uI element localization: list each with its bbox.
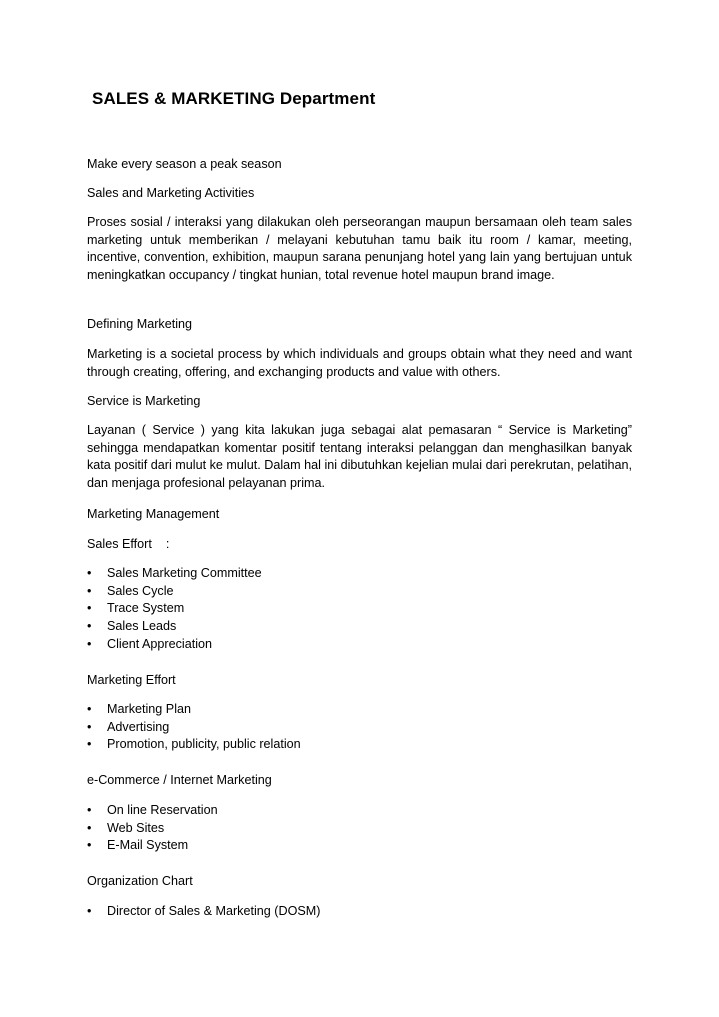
service-heading: Service is Marketing	[87, 394, 201, 408]
ecommerce-heading: e-Commerce / Internet Marketing	[87, 773, 272, 787]
list-item-text: Sales Marketing Committee	[107, 566, 262, 580]
list-item-text: Marketing Plan	[107, 702, 191, 716]
list-item	[87, 837, 218, 855]
list-item-text: E-Mail System	[107, 838, 189, 853]
list-item-text: Trace System	[107, 601, 185, 616]
bullet-icon: •	[87, 820, 92, 835]
bullet-icon: •	[87, 904, 92, 918]
service-paragraph: Layanan ( Service ) yang kita lakukan juga sebagai alat pemasaran “ Service is Marketing” sehingga mendapatkan komentar positif tentang interaksi pelanggan dan menghasilkan banyak kata positif dari mulut ke mulut. Dalam hal ini dibutuhkan kejelian mulai dari perekrutan, pelatihan, dan menjaga profesional pelayanan prima.	[87, 423, 632, 491]
list-item-text: Web Sites	[107, 820, 165, 835]
defining-paragraph: Marketing is a societal process by which individuals and groups obtain what they need and want through creating, offering, and exchanging products and value with others.	[87, 347, 632, 379]
bullet-icon: •	[87, 619, 92, 634]
list-item-text: Sales Leads	[107, 619, 177, 634]
bullet-icon: •	[87, 583, 92, 598]
management-heading: Marketing Management	[87, 507, 220, 521]
list-item-text: Sales Cycle	[107, 583, 174, 598]
marketing-effort-heading: Marketing Effort	[87, 673, 176, 687]
org-chart-list	[87, 903, 320, 921]
ecommerce-list	[87, 802, 218, 855]
bullet-icon: •	[87, 566, 92, 580]
list-item	[87, 701, 301, 719]
list-item	[87, 565, 262, 583]
defining-heading: Defining Marketing	[87, 317, 192, 331]
list-item-text: Promotion, publicity, public relation	[107, 737, 301, 752]
list-item	[87, 903, 320, 921]
list-item	[87, 719, 301, 737]
list-item-text: Director of Sales & Marketing (DOSM)	[107, 904, 321, 918]
org-chart-heading: Organization Chart	[87, 874, 193, 888]
list-item-text: On line Reservation	[107, 803, 218, 817]
bullet-icon: •	[87, 838, 92, 853]
list-item	[87, 636, 262, 654]
list-item	[87, 583, 262, 601]
activities-paragraph: Proses sosial / interaksi yang dilakukan oleh perseorangan maupun bersamaan oleh team sales marketing untuk memberikan / melayani kebutuhan tamu baik itu room / kamar, meeting, incentive, convention, exhibition, maupun sarana penunjang hotel yang lain yang bertujuan untuk meningkatkan occupancy / tingkat hunian, total revenue hotel maupun brand image.	[87, 215, 632, 283]
list-item	[87, 802, 218, 820]
bullet-icon: •	[87, 702, 92, 716]
tagline: Make every season a peak season	[87, 157, 282, 171]
sales-effort-heading: Sales Effort :	[87, 537, 170, 551]
list-item-text: Advertising	[107, 719, 170, 734]
bullet-icon: •	[87, 719, 92, 734]
bullet-icon: •	[87, 737, 92, 752]
sales-effort-list	[87, 565, 262, 654]
document-title: SALES & MARKETING Department	[92, 89, 376, 108]
list-item	[87, 736, 301, 754]
bullet-icon: •	[87, 803, 92, 817]
list-item-text: Client Appreciation	[107, 636, 213, 651]
bullet-icon: •	[87, 636, 92, 651]
marketing-effort-list	[87, 701, 301, 754]
list-item	[87, 820, 218, 838]
list-item	[87, 600, 262, 618]
bullet-icon: •	[87, 601, 92, 616]
list-item	[87, 618, 262, 636]
activities-heading: Sales and Marketing Activities	[87, 186, 255, 200]
